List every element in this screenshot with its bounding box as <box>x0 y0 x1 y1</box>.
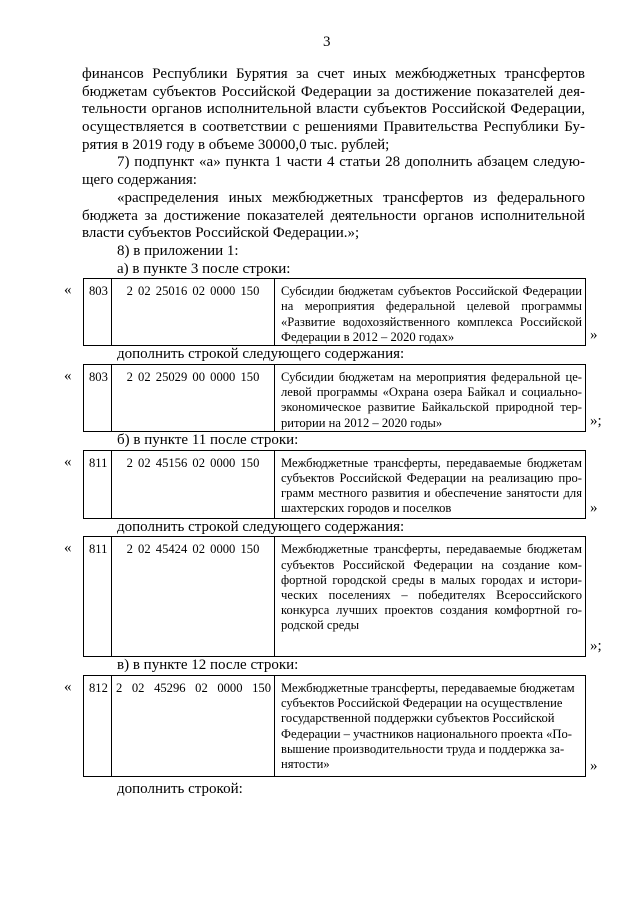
revenue-name-line: Федерации в 2012 – 2020 годах» <box>281 329 455 344</box>
budget-code-cell <box>112 451 275 518</box>
table-entry <box>0 536 640 657</box>
page-number: 3 <box>323 34 331 50</box>
body-text-line: бюджетам субъектов Российской Федерации за достижение показателей дея- <box>82 83 585 100</box>
closing-quote: » <box>590 327 598 344</box>
opening-quote: « <box>64 453 72 470</box>
admin-code-cell <box>84 365 112 431</box>
subitem-a-heading: а) в пункте 3 после строки: <box>117 260 291 277</box>
budget-row-table <box>83 278 586 346</box>
admin-code-cell <box>84 451 112 518</box>
subitem-v-heading: в) в пункте 12 после строки: <box>117 657 299 674</box>
admin-code: 811 <box>89 542 108 557</box>
revenue-name-cell <box>275 537 585 656</box>
revenue-name-line: субъектов Российской Федерации на осуществление <box>281 696 563 711</box>
budget-row-table <box>83 364 586 432</box>
opening-quote: « <box>64 540 72 557</box>
item-7-line: щего содержания: <box>82 172 197 189</box>
budget-classification-code: 2 02 25029 00 0000 150 <box>126 369 260 384</box>
revenue-name-line: Межбюджетные трансферты, передаваемые бюджетам <box>281 542 582 557</box>
revenue-name-line: Федерации – участников национального проекта «По- <box>281 726 572 741</box>
revenue-name-line: левой программы «Охрана озера Байкал и социально- <box>281 385 582 400</box>
revenue-name-line: грамм местного развития и обеспечение занятости для <box>281 486 582 500</box>
inserted-paragraph-line: бюджета за достижение показателей деятельности органов исполнительной <box>82 207 585 224</box>
revenue-name-line: ческих поселениях – победителях Всероссийского <box>281 587 582 602</box>
closing-quote: » <box>590 758 598 774</box>
revenue-name-line: «Развитие водохозяйственного комплекса Российской <box>281 314 582 329</box>
closing-quote: » <box>590 499 598 516</box>
budget-row-table <box>83 450 586 519</box>
revenue-name-line: конкурса лучших проектов создания комфортной го- <box>281 603 582 618</box>
table-entry <box>0 450 640 519</box>
body-text-line: тельности органов исполнительной власти субъектов Российской Федерации, <box>82 101 585 118</box>
budget-code-cell <box>112 365 275 431</box>
revenue-name-line: фортной городской среды в малых городах и истори- <box>281 572 582 587</box>
revenue-name-line: родской среды <box>281 618 360 633</box>
body-text-line: осуществляется в соответствии с решениями Правительства Республики Бу- <box>82 119 585 136</box>
closing-quote: »; <box>590 412 602 429</box>
revenue-name-cell <box>275 451 585 518</box>
add-row-instruction: дополнить строкой следующего содержания: <box>117 518 405 535</box>
revenue-name-line: Субсидии бюджетам на мероприятия федеральной це- <box>281 369 582 384</box>
revenue-name-cell <box>275 365 585 431</box>
revenue-name-line: субъектов Российской Федерации на реализацию про- <box>281 470 582 485</box>
budget-row-table <box>83 536 586 657</box>
budget-code-cell <box>112 279 275 345</box>
admin-code: 811 <box>89 455 108 470</box>
budget-classification-code: 2 02 45296 02 0000 150 <box>116 681 271 695</box>
admin-code-cell <box>84 279 112 345</box>
opening-quote: « <box>64 679 72 695</box>
inserted-paragraph-line: «распределения иных межбюджетных трансфертов из федерального <box>117 189 585 206</box>
body-text-line: рятия в 2019 году в объеме 30000,0 тыс. рублей; <box>82 136 390 153</box>
admin-code: 803 <box>89 284 108 299</box>
revenue-name-line: экономическое развитие Байкальской природной тер- <box>281 400 582 415</box>
admin-code-cell <box>84 537 112 656</box>
opening-quote: « <box>64 367 72 384</box>
revenue-name-line: Межбюджетные трансферты, передаваемые бюджетам <box>281 455 582 470</box>
revenue-name-cell <box>275 279 585 345</box>
revenue-name-cell <box>275 676 585 776</box>
admin-code-cell <box>84 676 112 776</box>
table-entry <box>0 675 640 777</box>
admin-code: 812 <box>89 681 108 695</box>
document-body <box>0 66 640 799</box>
item-7-line: 7) подпункт «а» пункта 1 части 4 статьи 28 дополнить абзацем следую- <box>117 154 585 171</box>
budget-code-cell <box>112 676 275 776</box>
revenue-name-line: ритории на 2012 – 2020 годы» <box>281 415 443 430</box>
revenue-name-line: государственной поддержки субъектов Российской <box>281 711 555 726</box>
budget-code-cell <box>112 537 275 656</box>
revenue-name-line: нятости» <box>281 756 330 771</box>
budget-classification-code: 2 02 25016 02 0000 150 <box>126 284 260 299</box>
body-text-line: финансов Республики Бурятия за счет иных межбюджетных трансфертов <box>82 66 585 82</box>
budget-classification-code: 2 02 45424 02 0000 150 <box>126 542 260 557</box>
table-entry <box>0 364 640 432</box>
subitem-b-heading: б) в пункте 11 после строки: <box>117 431 299 448</box>
opening-quote: « <box>64 282 72 299</box>
revenue-name-line: вышение производительности труда и поддержка за- <box>281 741 565 756</box>
inserted-paragraph-line: власти субъектов Российской Федерации.»; <box>82 225 360 242</box>
admin-code: 803 <box>89 369 108 384</box>
table-entry <box>0 278 640 346</box>
budget-row-table <box>83 675 586 777</box>
revenue-name-line: Межбюджетные трансферты, передаваемые бюджетам <box>281 681 575 695</box>
add-row-instruction: дополнить строкой следующего содержания: <box>117 346 405 363</box>
revenue-name-line: Субсидии бюджетам субъектов Российской Федерации <box>281 284 582 299</box>
revenue-name-line: на мероприятия федеральной целевой программы <box>281 299 582 314</box>
add-row-instruction: дополнить строкой: <box>117 781 243 797</box>
revenue-name-line: субъектов Российской Федерации на создание ком- <box>281 557 582 572</box>
revenue-name-line: шахтерских городов и поселков <box>281 501 452 516</box>
closing-quote: »; <box>590 638 602 655</box>
budget-classification-code: 2 02 45156 02 0000 150 <box>126 455 260 470</box>
item-8-heading: 8) в приложении 1: <box>117 242 239 259</box>
